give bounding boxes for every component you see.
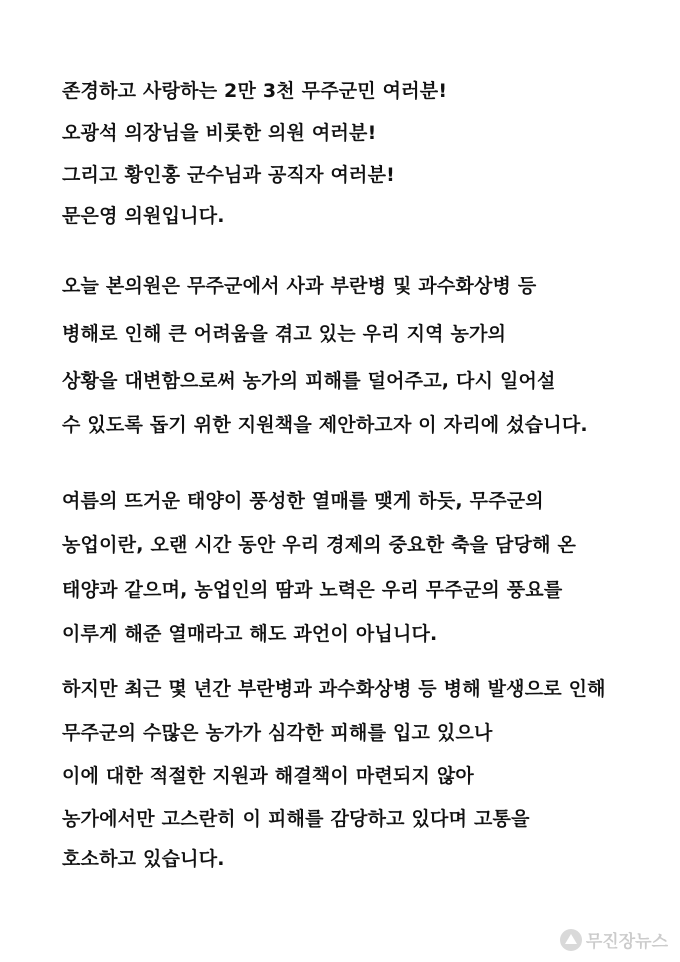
paragraph-3-line-3: 태양과 같으며, 농업인의 땀과 노력은 우리 무주군의 풍요를: [62, 579, 563, 601]
greeting-line-1: 존경하고 사랑하는 2만 3천 무주군민 여러분!: [62, 80, 448, 102]
paragraph-2-line-4: 수 있도록 돕기 위한 지원책을 제안하고자 이 자리에 섰습니다.: [62, 414, 588, 436]
greeting-line-4: 문은영 의원입니다.: [62, 205, 225, 227]
paragraph-3-line-4: 이루게 해준 열매라고 해도 과언이 아닙니다.: [62, 623, 438, 645]
paragraph-4-line-2: 무주군의 수많은 농가가 심각한 피해를 입고 있으나: [62, 722, 493, 744]
greeting-line-2: 오광석 의장님을 비롯한 의원 여러분!: [62, 122, 377, 144]
paragraph-4-line-5: 호소하고 있습니다.: [62, 848, 225, 870]
greeting-line-3: 그리고 황인홍 군수님과 공직자 여러분!: [62, 164, 395, 186]
paragraph-2-line-2: 병해로 인해 큰 어려움을 겪고 있는 우리 지역 농가의: [62, 323, 507, 345]
watermark-logo: [560, 927, 668, 952]
paragraph-4-line-1: 하지만 최근 몇 년간 부란병과 과수화상병 등 병해 발생으로 인해: [62, 678, 606, 700]
paragraph-4-line-3: 이에 대한 적절한 지원과 해결책이 마련되지 않아: [62, 765, 474, 787]
mountain-icon: [560, 929, 582, 951]
paragraph-2-line-1: 오늘 본의원은 무주군에서 사과 부란병 및 과수화상병 등: [62, 275, 537, 297]
paragraph-4-line-4: 농가에서만 고스란히 이 피해를 감당하고 있다며 고통을: [62, 808, 530, 830]
paragraph-2-line-3: 상황을 대변함으로써 농가의 피해를 덜어주고, 다시 일어설: [62, 370, 556, 392]
paragraph-3-line-1: 여름의 뜨거운 태양이 풍성한 열매를 맺게 하듯, 무주군의: [62, 490, 544, 512]
watermark-text: 무진장뉴스: [585, 932, 668, 952]
paragraph-3-line-2: 농업이란, 오랜 시간 동안 우리 경제의 중요한 축을 담당해 온: [62, 534, 577, 556]
